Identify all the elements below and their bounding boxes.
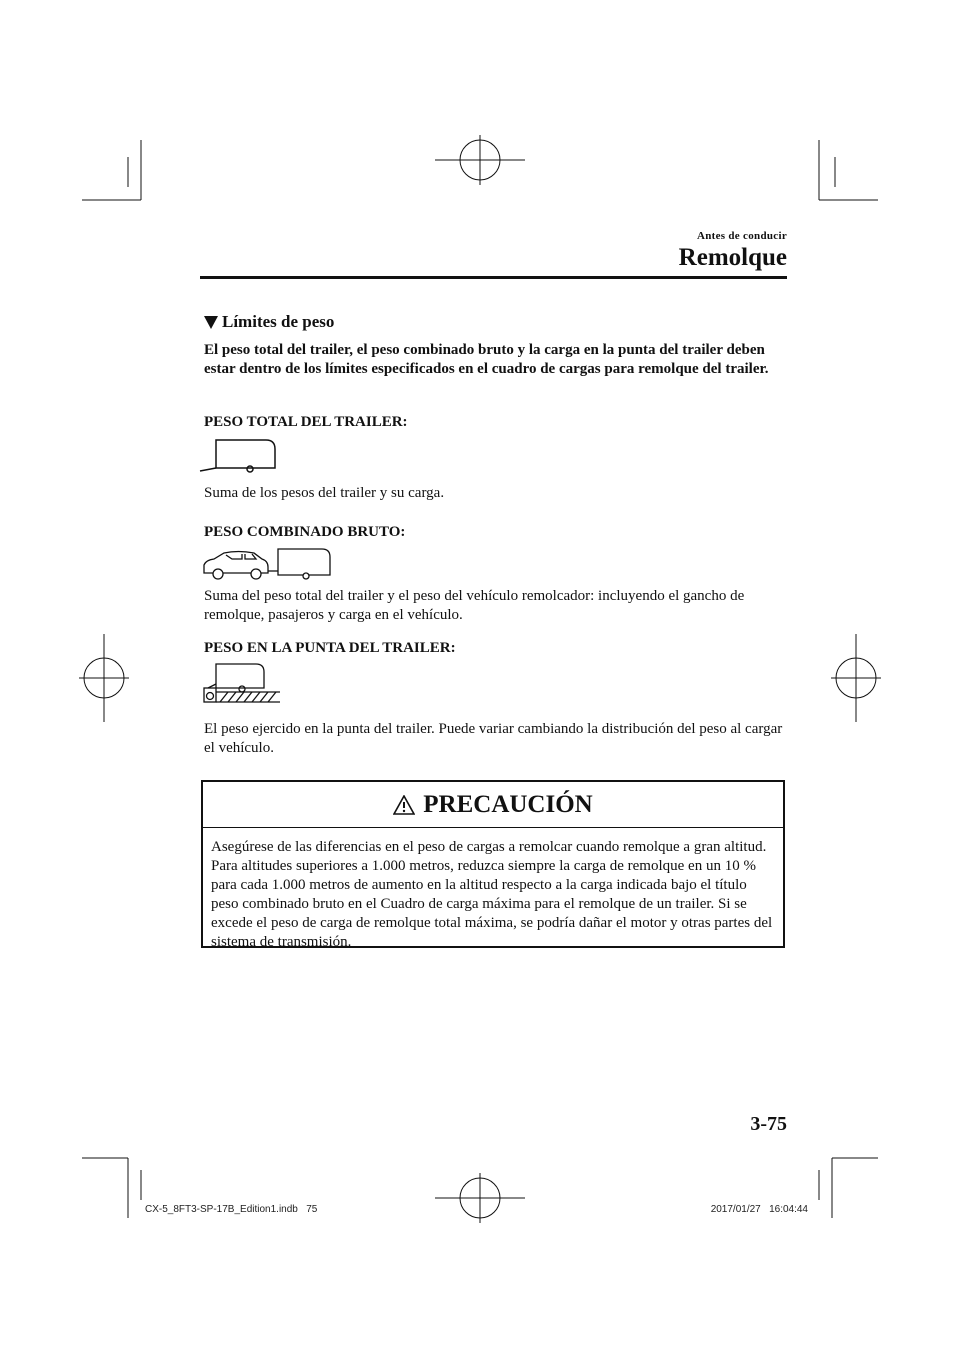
item-text-combined-weight: Suma del peso total del trailer y el peso del vehículo remolcador: incluyendo el gancho de remolque, pasajeros y carga en el vehículo. [204, 588, 745, 623]
footer-timestamp: 2017/01/27 16:04:44 [710, 1204, 808, 1215]
trailer-tongue-scale-icon [198, 662, 283, 704]
item-label-combined-weight: PESO COMBINADO BRUTO: [204, 524, 406, 540]
item-text-total-weight: Suma de los pesos del trailer y su carga. [204, 485, 445, 501]
caution-box [201, 780, 785, 948]
section-heading [204, 312, 334, 332]
item-label-total-weight: PESO TOTAL DEL TRAILER: [204, 414, 408, 430]
car-with-trailer-icon [198, 545, 333, 583]
caution-header [203, 782, 783, 828]
chapter-name: Antes de conducir [696, 230, 787, 242]
caution-text: Asegúrese de las diferencias en el peso de cargas a remolcar cuando remolque a gran altitud. Para altitudes superiores a 1.000 metros, reduzca siempre la carga de remolque en un 10 % para cada 1.000 metros de aumento en la altitud respecto a la carga indicada bajo el título peso combinado bruto en el Cuadro de carga máxima para el remolque de un trailer. Si se excede el peso de carga de remolque total máxima, se podría dañar el motor y otras partes del sistema de transmisión. [211, 839, 773, 950]
section-triangle-icon [204, 316, 218, 329]
warning-triangle-icon [393, 795, 415, 815]
item-label-tongue-weight: PESO EN LA PUNTA DEL TRAILER: [204, 640, 456, 656]
section-intro: El peso total del trailer, el peso combinado bruto y la carga en la punta del trailer deben estar dentro de los límites especificados en el cuadro de cargas para remolque del trailer. [204, 342, 769, 377]
page-number: 3-75 [750, 1113, 787, 1135]
header-divider [200, 276, 787, 279]
footer-file-info: CX-5_8FT3-SP-17B_Edition1.indb 75 [145, 1204, 318, 1215]
page-title: Remolque [678, 244, 787, 271]
trailer-icon [198, 436, 278, 476]
item-text-tongue-weight: El peso ejercido en la punta del trailer. Puede variar cambiando la distribución del peso al cargar el vehículo. [204, 721, 783, 756]
section-title: Límites de peso [222, 312, 335, 331]
caution-title: PRECAUCIÓN [423, 790, 593, 818]
